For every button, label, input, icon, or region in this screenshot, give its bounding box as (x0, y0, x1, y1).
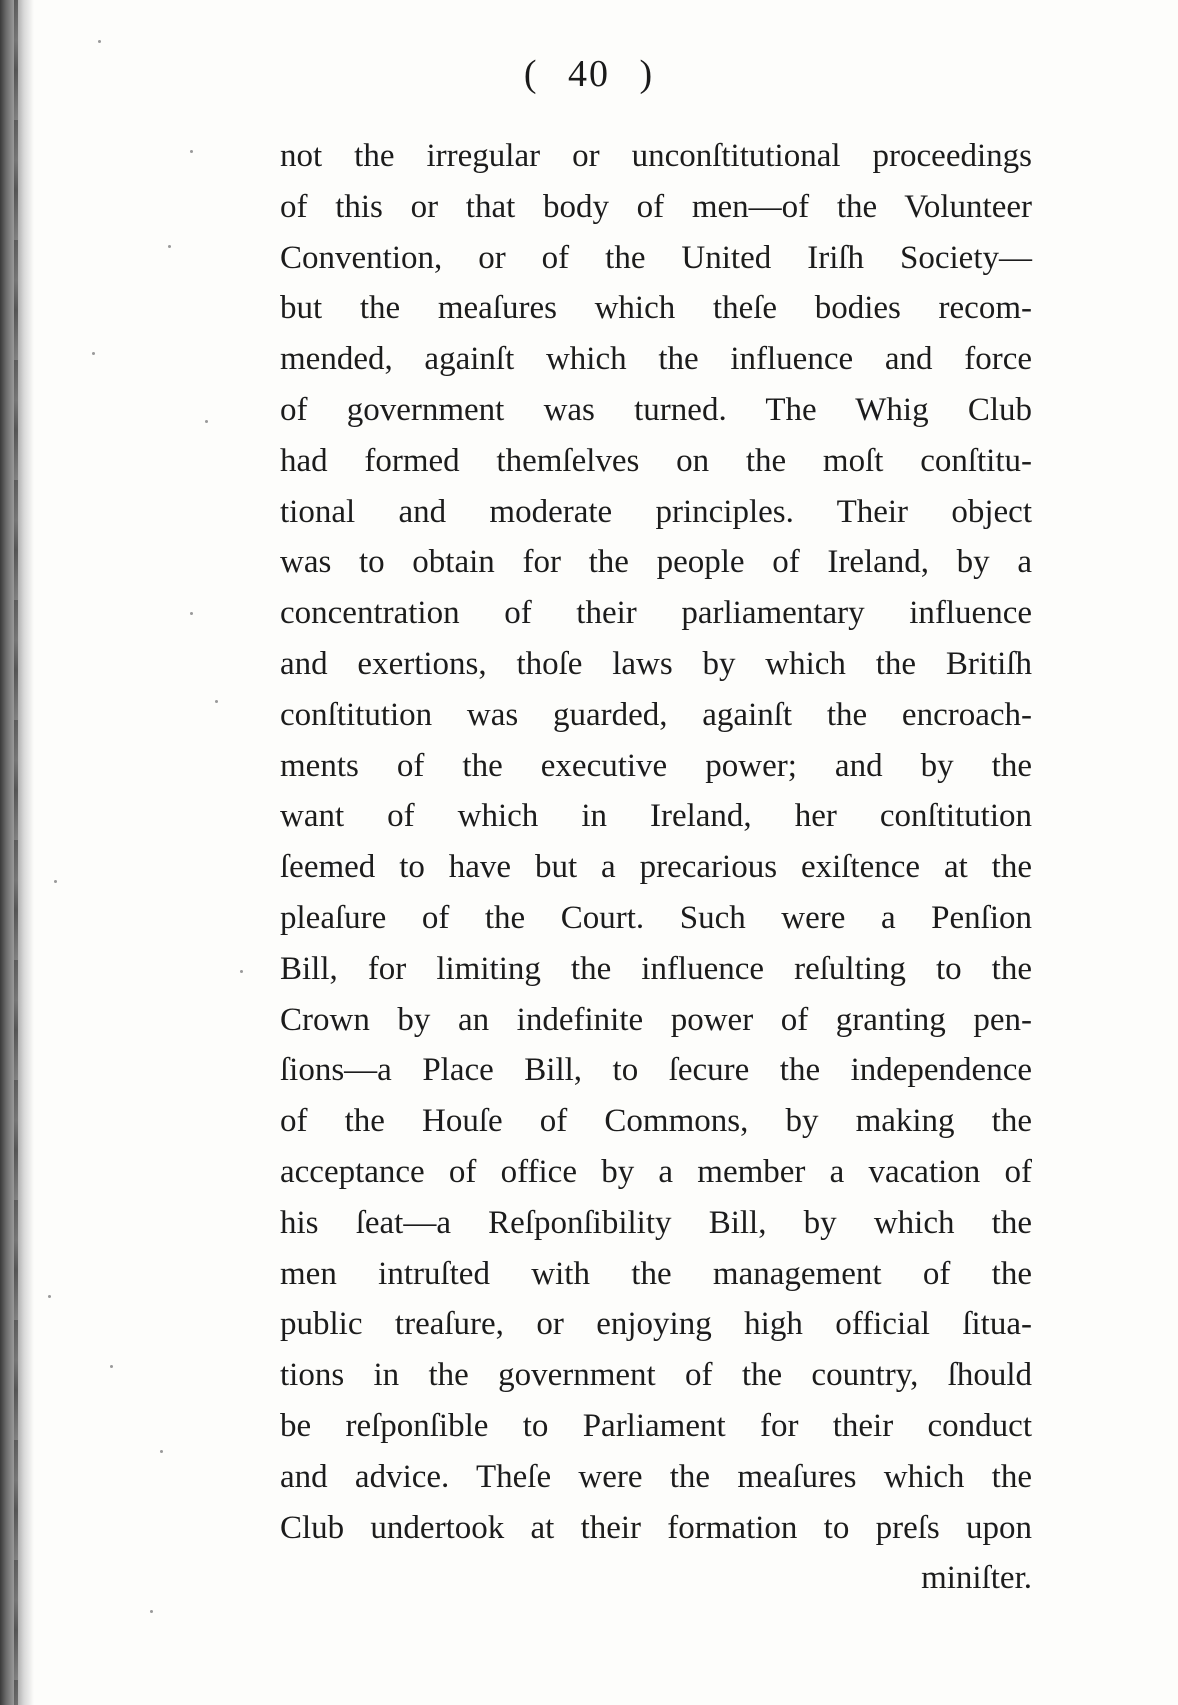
text-line: had formed themſelves on the moſt conſtitu- (280, 442, 1032, 479)
paper-speck (190, 612, 193, 615)
paper-speck (92, 352, 95, 355)
paper-speck (215, 700, 218, 703)
text-line: mended, againſt which the influence and force (280, 341, 1032, 378)
paper-speck (98, 40, 101, 43)
text-line: of this or that body of men—of the Volunteer (280, 188, 1032, 225)
text-line: acceptance of office by a member a vacation of (280, 1153, 1032, 1190)
text-line: be reſponſible to Parliament for their conduct (280, 1407, 1032, 1444)
text-line: his ſeat—a Reſponſibility Bill, by which the (280, 1204, 1032, 1241)
text-line: Club undertook at their formation to preſs upon (280, 1509, 1032, 1546)
text-line: men intruſted with the management of the (280, 1255, 1032, 1292)
paper-speck (110, 1365, 113, 1368)
page-number: ( 40 ) (523, 53, 655, 95)
text-line: want of which in Ireland, her conſtitution (280, 798, 1032, 835)
paper-speck (48, 1295, 51, 1298)
text-line: Bill, for limiting the influence reſulting to the (280, 950, 1032, 987)
text-line: and exertions, thoſe laws by which the Britiſh (280, 645, 1032, 682)
paper-speck (240, 970, 243, 973)
paper-speck (168, 245, 171, 248)
text-line: ments of the executive power; and by the (280, 747, 1032, 784)
paper-speck (160, 1450, 163, 1453)
text-line: public treaſure, or enjoying high official ſitua- (280, 1306, 1032, 1343)
text-line: but the meaſures which theſe bodies recom- (280, 290, 1032, 327)
text-line: Convention, or of the United Iriſh Society— (280, 239, 1032, 276)
text-line: conſtitution was guarded, againſt the encroach- (280, 696, 1032, 733)
binding-gutter-streak (14, 0, 18, 1705)
text-line: ſions—a Place Bill, to ſecure the independence (280, 1052, 1032, 1089)
text-line: concentration of their parliamentary influence (280, 595, 1032, 632)
paper-speck (205, 420, 208, 423)
text-line: and advice. Theſe were the meaſures which the (280, 1458, 1032, 1495)
text-line: Crown by an indefinite power of granting pen- (280, 1001, 1032, 1038)
paper-speck (150, 1610, 153, 1613)
paper-speck (190, 150, 193, 153)
text-line: of government was turned. The Whig Club (280, 391, 1032, 428)
text-line: ſeemed to have but a precarious exiſtence at the (280, 849, 1032, 886)
text-line: was to obtain for the people of Ireland, by a (280, 544, 1032, 581)
paper-speck (54, 880, 57, 883)
catchword: miniſter. (921, 1560, 1032, 1597)
text-line: pleaſure of the Court. Such were a Penſion (280, 899, 1032, 936)
text-line: tional and moderate principles. Their object (280, 493, 1032, 530)
body-text (280, 131, 1032, 1604)
text-line: not the irregular or unconſtitutional proceedings (280, 138, 1032, 174)
text-line: tions in the government of the country, ſhould (280, 1357, 1032, 1394)
text-line: of the Houſe of Commons, by making the (280, 1103, 1032, 1140)
